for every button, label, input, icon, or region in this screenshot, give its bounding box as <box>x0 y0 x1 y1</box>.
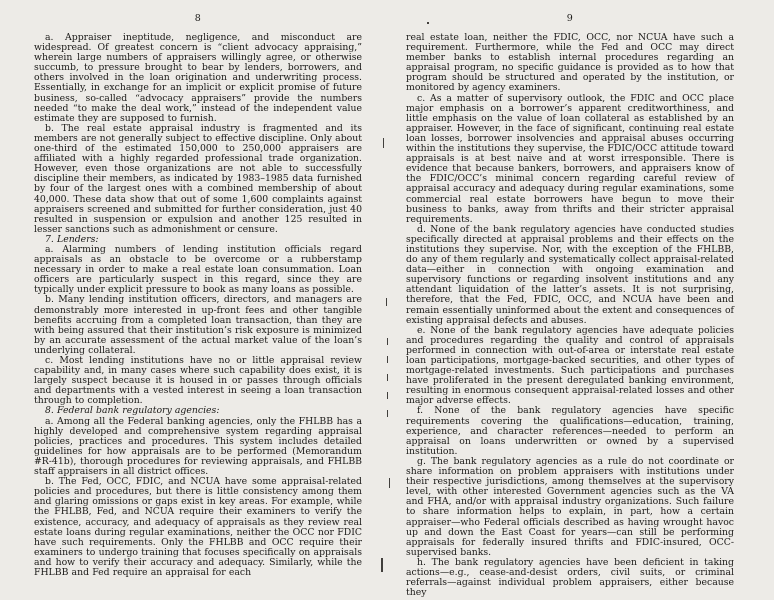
paragraph-8d: d. None of the bank regulatory agencies have conducted studies specifically directed at appraisal problems and their effects on the institutions they supervise. Nor, with the exception of the FHLBB, do any of them regularly and systematically collect appraisal-related data—either in connection with ongoing examination and supervisory functions or regarding insolvent institutions and any attendant liquidation of the latter’s assets. It is not surprising, therefore, that the Fed, FDIC, OCC, and NCUA have been and remain essentially uninformed about the extent and consequences of existing appraisal defects and abuses. <box>406 223 734 326</box>
heading-lenders: 7. Lenders: <box>45 233 99 245</box>
page-number-left: 8 <box>194 13 202 24</box>
paragraph-8e: e. None of the bank regulatory agencies have adequate policies and procedures regarding the quality and control of appraisals performed in connection with out-of-area or interstate real estate loan participations, mortgage-backed securities, and other types of mortgage-related investments. Such participations and purchases have proliferated in the present deregulated banking environment, resulting in enormous consequent appraisal-related losses and other major adverse effects. <box>406 324 734 407</box>
paragraph-8a: a. Among all the Federal banking agencies, only the FHLBB has a highly developed and comprehensive system regarding appraisal policies, practices and procedures. This system includes detailed guidelines for how appraisals are to be performed (Memorandum #R-41b), thorough procedures for reviewing appraisals, and FHLBB staff appraisers in all district offices. <box>34 415 362 478</box>
page-left <box>34 13 362 598</box>
paragraph-8g: g. The bank regulatory agencies as a rule do not coordinate or share information on problem appraisers with institutions under their respective jurisdictions, among themselves at the supervisory level, with other interested Government agencies such as the VA and FHA, and/or with appraisal industry organizations. Such failure to share information helps to explain, in part, how a certain appraiser—who Federal officials described as having wrought havoc up and down the East Coast for years—can still be performing appraisals for federally insured thrifts and FDIC-insured, OCC-supervised banks. <box>406 455 734 558</box>
gutter-mark <box>389 478 390 488</box>
gutter-mark <box>386 298 387 306</box>
gutter-mark <box>387 392 388 399</box>
gutter-mark <box>383 138 384 148</box>
paragraph-8f: f. None of the bank regulatory agencies have specific requirements covering the qualifications—education, training, experience, and character references—needed to perform an appraisal on loans underwritten or owned by a supervised institution. <box>406 405 734 457</box>
paragraph-8b-continued: real estate loan, neither the FDIC, OCC, nor NCUA have such a requirement. Furthermore, while the Fed and OCC may direct member banks to establish internal procedures regarding an appraisal program, no specific guidance is provided as to how that program should be structured and operated by the institution, or monitored by agency examiners. <box>406 32 734 94</box>
page-left-text <box>34 33 362 578</box>
paragraph-8b: b. The Fed, OCC, FDIC, and NCUA have some appraisal-related policies and procedures, but there is little consistency among them and glaring omissions or gaps exist in key areas. For example, while the FHLBB, Fed, and NCUA require their examiners to verify the existence, accuracy, and adequacy of appraisals as they review real estate loans during regular examinations, neither the OCC nor FDIC have such requirements. Only the FHLBB and OCC require their examiners to undergo training that focuses specifically on appraisals and how to verify their accuracy and adequacy. Similarly, while the FHLBB and Fed require an appraisal for each <box>34 476 362 578</box>
gutter-mark <box>387 338 388 345</box>
gutter-mark <box>381 558 383 572</box>
scan-speck <box>427 22 429 24</box>
page-number-right: 9 <box>566 13 574 24</box>
page-right <box>406 13 734 598</box>
paragraph-7a: a. Alarming numbers of lending institution officials regard appraisals as an obstacle to be overcome or a rubberstamp necessary in order to make a real estate loan consummation. Loan officers are particularly suspect in this regard, since they are typically under explicit pressure to book as many loans as possible. <box>34 243 362 296</box>
paragraph-7c: c. Most lending institutions have no or little appraisal review capability and, in many cases where such capability does exist, it is largely suspect because it is housed in or passes through officials and departments with a vested interest in seeing a loan transaction through to completion. <box>34 355 362 407</box>
paragraph-6b: b. The real estate appraisal industry is fragmented and its members are not generally subject to effective discipline. Only about one-third of the estimated 150,000 to 250,000 appraisers are affiliated with a highly regarded professional trade organization. However, even those organizations are not able to successfully discipline their members, as indicated by 1983–1985 data furnished by four of the largest ones with a combined membership of about 40,000. These data show that out of some 1,600 complaints against appraisers screened and submitted for further consideration, just 40 resulted in suspension or expulsion and another 125 resulted in lesser sanctions such as admonishment or censure. <box>34 122 362 235</box>
heading-federal-bank-regulatory-agencies: 8. Federal bank regulatory agencies: <box>45 405 220 417</box>
paragraph-8h: h. The bank regulatory agencies have been deficient in taking actions—e.g., cease-and-desist orders, civil suits, or criminal referrals—against individual problem appraisers, either because they <box>406 556 734 599</box>
gutter-mark <box>387 410 388 417</box>
gutter-mark <box>387 356 388 363</box>
paragraph-8c: c. As a matter of supervisory outlook, the FDIC and OCC place major emphasis on a borrower’s apparent creditworthiness, and little emphasis on the value of loan collateral as established by an appraiser. However, in the face of significant, continuing real estate loan losses, borrower insolvencies and appraisal abuses occurring within the institutions they supervise, the FDIC/OCC attitude toward appraisals is at best naive and at worst irresponsible. There is evidence that because bankers, borrowers, and appraisers know of the FDIC/OCC’s minimal concern regarding careful review of appraisal accuracy and adequacy during regular examinations, some commercial real estate borrowers have begun to move their business to banks, away from thrifts and their stricter appraisal requirements. <box>406 92 734 225</box>
gutter-mark <box>387 374 388 381</box>
page-right-text <box>406 33 734 598</box>
paragraph-6a: a. Appraiser ineptitude, negligence, and misconduct are widespread. Of greatest concern is “client advocacy appraising,” wherein large numbers of appraisers willingly agree, or otherwise succumb, to pressure brought to bear by lenders, borrowers, and others involved in the loan origination and underwriting process. Essentially, in exchange for an implicit or explicit promise of future business, so-called “advocacy appraisers” provide the numbers needed “to make the deal work,” instead of the independent value estimate they are supposed to furnish. <box>34 32 362 124</box>
paragraph-7b: b. Many lending institution officers, directors, and managers are demonstrably more interested in up-front fees and other tangible benefits accruing from a completed loan transaction, than they are with being assured that their institution’s risk exposure is minimized by an accurate assessment of the actual market value of the loan’s underlying collateral. <box>34 294 362 356</box>
